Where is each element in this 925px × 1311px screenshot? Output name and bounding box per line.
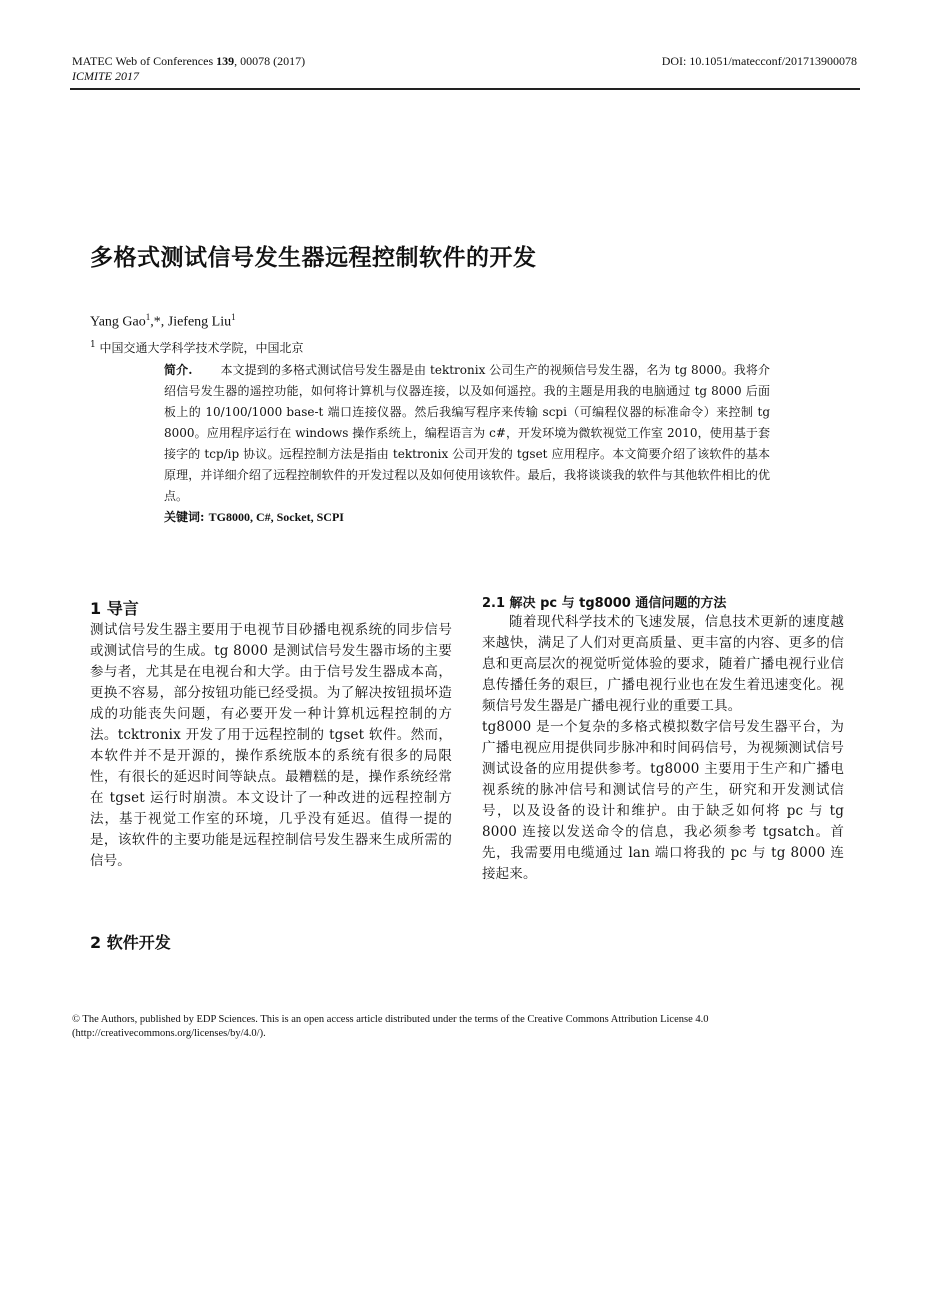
doi: DOI: 10.1051/matecconf/201713900078 [661,54,857,68]
right-column [482,612,844,885]
author-name: Jiefeng Liu [167,314,232,330]
body-paragraph: 测试信号发生器主要用于电视节目砂播电视系统的同步信号或测试信号的生成。tg 8000 是测试信号发生器市场的主要参与者，尤其是在电视台和大学。由于信号发生器成本高，更换不容易，部分按钮功能已经受损。为了解决按钮损坏造成的功能丧失问题，有必要开发一种计算机远程控制的方法。tcktronix 开发了用于远程控制的 tgset 软件。然而，本软件并不是开源的，操作系统版本的系统有很多的局限性，有很长的延迟时间等缺点。最糟糕的是，操作系统经常在 tgset 运行时崩溃。本文设计了一种改进的远程控制方法，基于视觉工作室的环境，几乎没有延迟。值得一提的是，该软件的主要功能是远程控制信号发生器来生成所需的信号。 [90,622,452,869]
running-header-left [72,54,305,84]
body-paragraph: tg8000 是一个复杂的多格式模拟数字信号发生器平台，为广播电视应用提供同步脉冲和时间码信号，为视频测试信号测试设备的应用提供参考。tg8000 主要用于生产和广播电视系统的脉冲信号和测试信号的产生，研究和开发测试信号，以及设备的设计和维护。由于缺乏如何将 pc 与 tg 8000 连接以发送命令的信息，我必须参考 tgsatch。首先，我需要用电缆通过 lan 端口将我的 pc 与 tg 8000 连接起来。 [482,719,844,882]
journal-name: MATEC Web of Conferences [72,54,217,68]
affiliation-text: 中国交通大学科学技术学院，中国北京 [95,341,304,355]
affiliation [90,339,304,356]
abstract-text: 本文提到的多格式测试信号发生器是由 tektronix 公司生产的视频信号发生器，名为 tg 8000。我将介绍信号发生器的遥控功能，如何将计算机与仪器连接，以及如何遥控。我的主题是用我的电脑通过 tg 8000 后面板上的 10/100/1000 base-t 端口连接仪器。然后我编写程序来传输 scpi（可编程仪器的标准命令）来控制 tg 8000。应用程序运行在 windows 操作系统上，编程语言为 c#，开发环境为微软视觉工作室 2010，使用基于套接字的 tcp/ip 协议。远程控制方法是指由 tektronix 公司开发的 tgset 应用程序。本文简要介绍了该软件的基本原理，并详细介绍了远程控制软件的开发过程以及如何使用该软件。最后，我将谈谈我的软件与其他软件相比的优点。 [164,363,770,503]
article-number: , 00078 (2017) [234,54,306,68]
author-name: Yang Gao [90,314,146,330]
affiliation-marker: 1 [90,340,96,350]
journal-volume: 139 [216,54,235,68]
author-list [90,312,236,331]
abstract-paragraph [164,360,770,507]
header-rule [70,88,860,90]
conference-name: ICMITE 2017 [72,69,139,83]
abstract [164,360,770,528]
section-heading-introduction: 1 导言 [90,599,139,618]
affiliation-marker: 1 [145,312,151,322]
keywords-text: TG8000, C#, Socket, SCPI [208,510,344,524]
journal-citation [72,54,305,69]
affiliation-marker: 1 [231,312,236,322]
abstract-label: 简介. [164,363,193,377]
subsection-heading: 2.1 解决 pc 与 tg8000 通信问题的方法 [482,596,727,611]
paper-title: 多格式测试信号发生器远程控制软件的开发 [90,244,537,271]
keywords [164,507,770,528]
section-heading-software-development: 2 软件开发 [90,933,171,952]
corresponding-marker: ,*, [150,314,168,330]
keywords-label: 关键词: [164,510,209,524]
body-paragraph: 随着现代科学技术的飞速发展，信息技术更新的速度越来越快，满足了人们对更高质量、更丰富的内容、更多的信息和更高层次的视觉听觉体验的要求，随着广播电视行业信息传播任务的艰巨，广播电视行业也在发生着迅速变化。视频信号发生器是广播电视行业的重要工具。 [482,614,844,714]
license-footer: © The Authors, published by EDP Sciences. This is an open access article distributed under the terms of the Creative Commons Attribution License 4.0 (http://creativecommons.org/licenses/by/4.0/). [72,1014,709,1039]
left-column [90,620,452,872]
